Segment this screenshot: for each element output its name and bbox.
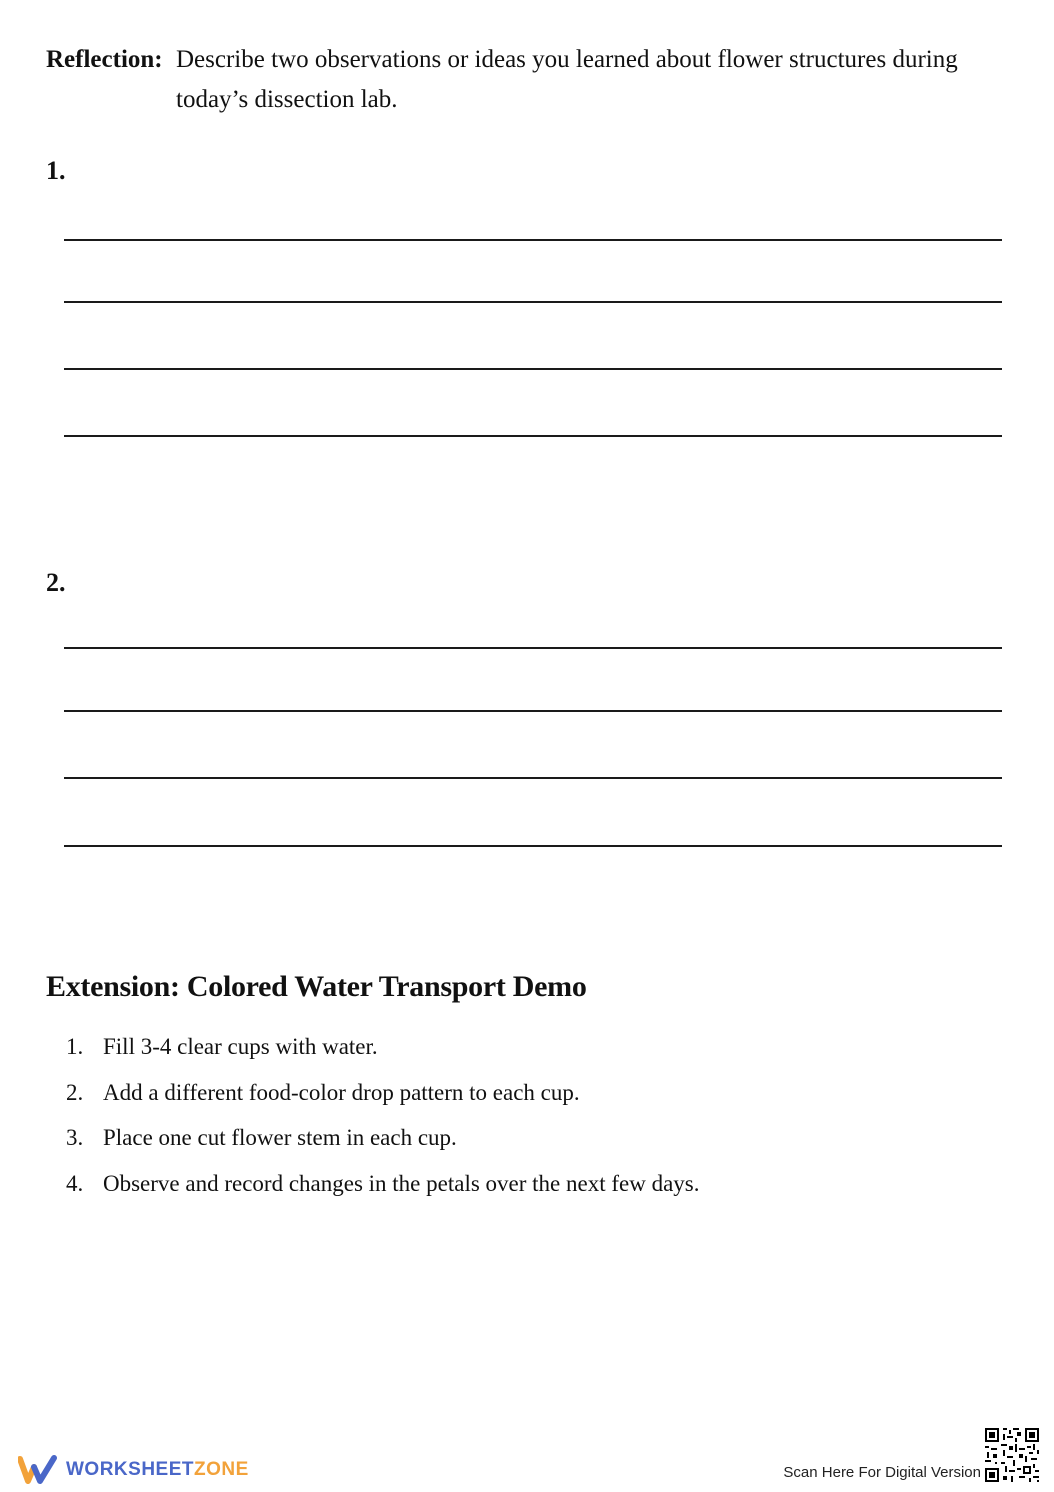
answer-line-2d[interactable] [64, 845, 1002, 847]
step-number: 2. [66, 1079, 84, 1105]
answer-line-1b[interactable] [64, 301, 1002, 303]
list-item [66, 1167, 700, 1213]
step-number: 3. [66, 1125, 84, 1150]
step-text: Place one cut flower stem in each cup. [103, 1125, 457, 1150]
list-item [66, 1076, 700, 1122]
question-number-2: 2. [46, 568, 66, 597]
qr-code-icon[interactable] [983, 1426, 1041, 1484]
worksheetzone-w-icon [18, 1455, 58, 1485]
step-number: 1. [66, 1034, 84, 1059]
list-item [66, 1121, 700, 1167]
step-text: Add a different food-color drop pattern to each cup. [103, 1079, 580, 1105]
step-number: 4. [66, 1170, 84, 1196]
list-item [66, 1030, 700, 1076]
brand-name-part1: WORKSHEET [66, 1459, 194, 1480]
answer-line-1c[interactable] [64, 368, 1002, 370]
extension-steps-list [66, 1030, 700, 1212]
reflection-label: Reflection: [46, 46, 163, 73]
brand-name [66, 1459, 249, 1481]
reflection-block [46, 40, 1006, 120]
extension-heading: Extension: Colored Water Transport Demo [46, 970, 587, 1003]
answer-line-2c[interactable] [64, 777, 1002, 779]
answer-line-2b[interactable] [64, 710, 1002, 712]
answer-line-1a[interactable] [64, 239, 1002, 241]
reflection-prompt: Describe two observations or ideas you learned about flower structures during today’s dissection lab. [176, 46, 958, 113]
scan-here-text: Scan Here For Digital Version [783, 1464, 981, 1481]
step-text: Fill 3-4 clear cups with water. [103, 1034, 378, 1059]
step-text: Observe and record changes in the petals over the next few days. [103, 1170, 700, 1196]
brand-name-part2: ZONE [194, 1459, 249, 1480]
answer-line-1d[interactable] [64, 435, 1002, 437]
worksheetzone-logo[interactable] [18, 1452, 249, 1488]
question-number-1: 1. [46, 156, 66, 185]
answer-line-2a[interactable] [64, 647, 1002, 649]
